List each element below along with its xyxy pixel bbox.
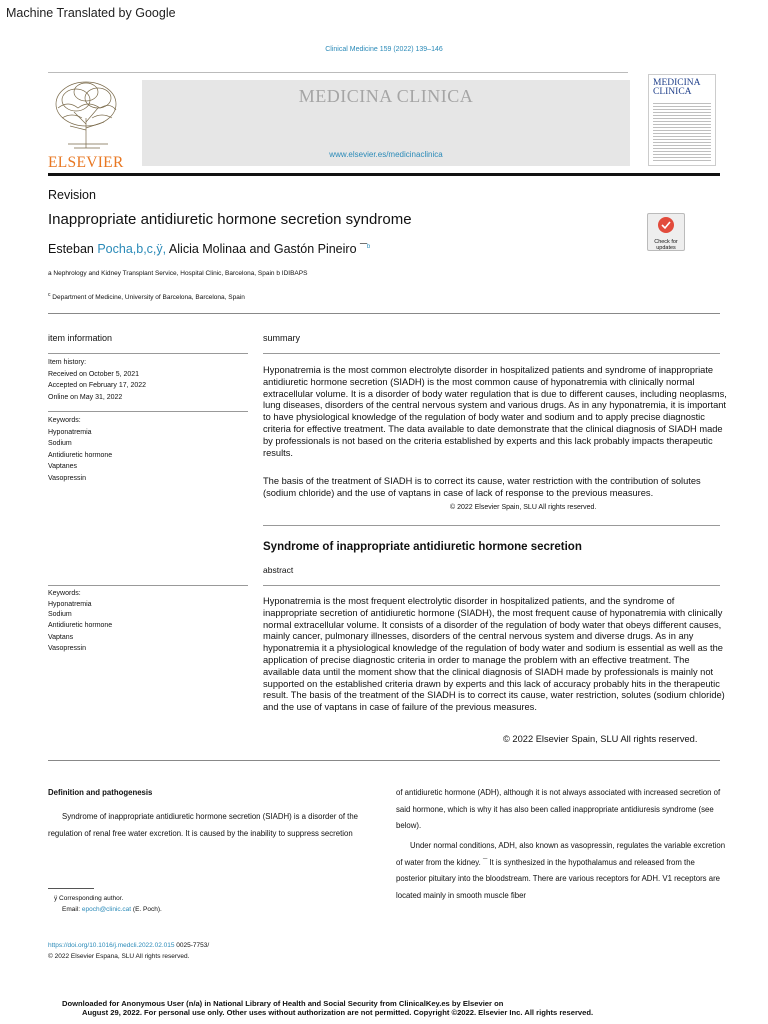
english-title: Syndrome of inappropriate antidiuretic hormone secretion <box>263 541 582 553</box>
summary-paragraph-2: The basis of the treatment of SIADH is to correct its cause, water restriction with the contribution of solutes (sodium chloride) and the use of vaptans in case of lack of response to the previous measures. <box>263 476 701 498</box>
english-keyword-item: Hyponatremia <box>48 600 92 608</box>
footnote-rule <box>48 888 94 889</box>
elsevier-wordmark: ELSEVIER <box>48 154 124 171</box>
english-keyword-item: Vasopressin <box>48 644 87 652</box>
summary-bottom-rule <box>263 525 720 526</box>
affiliation-2-sup: c <box>48 292 51 298</box>
corresponding-author-note: ÿ Corresponding author. <box>54 895 124 902</box>
received-date: Received on October 5, 2021 <box>48 370 140 378</box>
body-right-paragraph-2: Under normal conditions, ADH, also known as vasopressin, regulates the variable excretion of water from the kidney. ¯ It is synthesized in the hypothalamus and released from the posterior pituitary into the bloodstream. There are various receptors for ADH. V1 receptors are located mainly in smooth muscle fiber <box>396 841 726 900</box>
check-for-updates-badge[interactable] <box>647 213 685 251</box>
cover-text-lines <box>653 101 711 161</box>
body-left-paragraph: Syndrome of inappropriate antidiuretic hormone secretion (SIADH) is a disorder of the regulation of renal free water excretion. It is caused by the inability to suppress secretion <box>48 812 358 838</box>
english-keywords-rule <box>48 585 248 586</box>
journal-title: MEDICINA CLINICA <box>298 86 474 106</box>
doi-line <box>48 940 209 952</box>
issn: 0025-7753/ <box>176 942 210 949</box>
check-updates-icon <box>657 216 675 234</box>
keyword-item: Hyponatremia <box>48 428 92 436</box>
footnote-copyright: © 2022 Elsevier Espana, SLU All rights reserved. <box>48 953 190 960</box>
email-link[interactable]: epoch@clinic.cat <box>81 906 132 913</box>
download-notice-line-2: August 29, 2022. For personal use only. Other uses without authorization are not permitted. Copyright ©2022. Elsevier Inc. All rights reserved. <box>82 1008 594 1017</box>
header-top-rule <box>48 72 628 73</box>
english-abstract-paragraph: Hyponatremia is the most frequent electrolytic disorder in hospitalized patients, and the syndrome of inappropriate secretion of antidiuretic hormone (SIADH), the most frequent cause of hyponatremia with clinically normal extracellular volume. It consists of a disorder of the regulation of body water that obeys different causes, mainly cancer, pulmonary illnesses, disorders of the central nervous system and diverse drugs. As in any hyponatremia it a physiological knowledge of the regulation of body water and sodium is essential as well as the application of precise diagnostic criteria in order to manage the problem with an effective treatment. The available data until the moment show that the clinical diagnosis of SIADH made by professionals is mainly not supported on the established criteria drawn by experts and this lack of accuracy probably hits in the therapeutic result. The basis of the treatment of the SIADH is to correct its cause, water restriction, solutes (sodium chloride) and the use of vaptans in case of failure of the previous measures. <box>263 596 725 713</box>
summary-paragraph-1: Hyponatremia is the most common electrolyte disorder in hospitalized patients and syndrome of inappropriate antidiuretic hormone secretion (SIADH) is the most common cause of hyponatremia with clinically normal extracellular volume. It is a disorder of body water regulation that is due to different causes, including neoplasms, lung diseases, disorders of the central nervous system and various drugs. As in any hyponatremia, it is important to have physiological knowledge of the regulation of body water and sodium and to apply precise diagnostic criteria for effective treatment. The data available to date demonstrate that the clinical diagnosis of SIADH made by professionals is not based on the criteria established by experts and this lack probably impacts therapeutic results. <box>263 365 727 458</box>
history-label: Item history: <box>48 359 87 366</box>
english-keyword-item: Antidiuretic hormone <box>48 621 113 629</box>
english-keywords-label: Keywords: <box>48 590 81 597</box>
journal-header-band <box>142 80 630 166</box>
cover-title-line1: MEDICINA <box>653 78 701 88</box>
elsevier-tree-icon <box>48 78 128 150</box>
keyword-item: Vasopressin <box>48 474 87 482</box>
keyword-item: Vaptanes <box>48 463 78 470</box>
email-suffix: (E. Poch). <box>131 906 162 913</box>
author-affiliation-sup[interactable]: b <box>366 243 371 250</box>
author-poch-link[interactable]: Pocha,b,c,ÿ, <box>97 242 167 256</box>
author-list <box>48 242 370 256</box>
affiliation-2-text: Department of Medicine, University of Barcelona, Barcelona, Spain <box>50 294 245 302</box>
summary-copyright: © 2022 Elsevier Spain, SLU All rights reserved. <box>450 504 597 511</box>
journal-cover-thumbnail <box>648 74 716 166</box>
download-notice-line-1: Downloaded for Anonymous User (n/a) in National Library of Health and Social Security from ClinicalKey.es by Elsevier on <box>62 999 504 1008</box>
keyword-item: Antidiuretic hormone <box>48 451 113 459</box>
article-title: Inappropriate antidiuretic hormone secretion syndrome <box>48 211 412 228</box>
check-updates-text-2: updates <box>656 245 676 251</box>
author-others: Alicia Molinaa and Gastón Pineiro ¯ <box>166 242 367 256</box>
journal-reference-link[interactable]: Clinical Medicine 159 (2022) 139–146 <box>325 46 443 53</box>
section-heading-definition: Definition and pathogenesis <box>48 788 153 797</box>
summary-heading: summary <box>263 333 301 343</box>
english-keywords-block <box>48 589 248 654</box>
check-updates-text-1: Check for <box>654 239 678 245</box>
english-keyword-item: Vaptans <box>48 634 74 641</box>
english-copyright: © 2022 Elsevier Spain, SLU All rights reserved. <box>503 734 698 744</box>
abstract-bottom-rule <box>48 760 720 761</box>
keywords-label: Keywords: <box>48 417 81 424</box>
history-rule <box>48 411 248 412</box>
article-info-heading: item information <box>48 333 113 343</box>
cover-title-line2: CLINICA <box>653 87 692 97</box>
affiliation-1: a Nephrology and Kidney Transplant Service, Hospital Clinic, Barcelona, Spain b IDIBAPS <box>48 270 308 277</box>
author-first-name: Esteban <box>48 242 98 256</box>
accepted-date: Accepted on February 17, 2022 <box>48 382 147 389</box>
affiliation-2 <box>48 290 245 304</box>
email-note <box>62 904 162 916</box>
summary-heading-rule <box>263 353 720 354</box>
keywords-block <box>48 415 248 484</box>
article-history <box>48 357 248 403</box>
doi-link[interactable]: https://doi.org/10.1016/j.medcli.2022.02.015 <box>48 942 175 949</box>
body-right-paragraph-1: of antidiuretic hormone (ADH), although it is not always associated with increased secretion of said hormone, which is why it has also been called inappropriate antidiuresis syndrome (see below). <box>396 788 721 830</box>
email-label: Email: <box>62 906 82 913</box>
header-bottom-thick-rule <box>48 173 720 176</box>
article-type: Revision <box>48 188 96 202</box>
abstract-heading: abstract <box>263 565 294 575</box>
journal-url-link[interactable]: www.elsevier.es/medicinaclinica <box>329 150 443 159</box>
affiliation-rule <box>48 313 720 314</box>
elsevier-logo <box>48 78 128 171</box>
online-date: Online on May 31, 2022 <box>48 393 123 401</box>
machine-translation-banner: Machine Translated by Google <box>6 6 176 20</box>
info-heading-rule <box>48 353 248 354</box>
keyword-item: Sodium <box>48 440 72 447</box>
abstract-heading-rule <box>263 585 720 586</box>
english-keyword-item: Sodium <box>48 611 72 618</box>
